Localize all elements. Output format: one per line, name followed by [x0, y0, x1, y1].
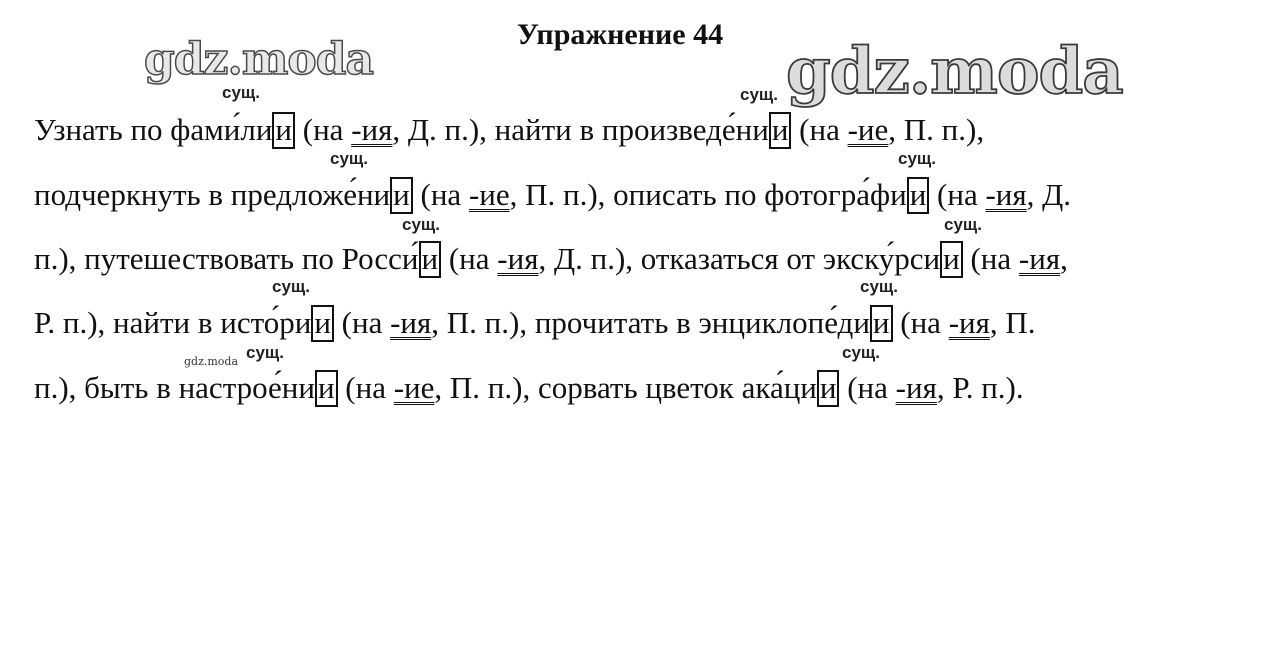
- suffix-underline: -ие: [468, 177, 510, 212]
- text-line-4: [34, 305, 1036, 342]
- text-segment: (на: [892, 305, 949, 340]
- ending-box: и: [311, 305, 334, 342]
- ending-box: и: [817, 370, 840, 407]
- ending-box: и: [315, 370, 338, 407]
- noun-annotation: сущ.: [842, 343, 880, 362]
- text-segment: ,: [1060, 241, 1068, 276]
- ending-box: и: [907, 177, 930, 214]
- suffix-underline: -ия: [895, 370, 937, 405]
- text-segment: (на: [929, 177, 986, 212]
- text-segment: п.), быть в настрое́ни: [34, 370, 315, 405]
- text-segment: (на: [962, 241, 1019, 276]
- ending-box: и: [272, 112, 295, 149]
- watermark-logo-right: gdz.moda: [786, 34, 1123, 109]
- noun-annotation: сущ.: [740, 85, 778, 104]
- text-segment: , П. п.), прочитать в энциклопе́ди: [431, 305, 870, 340]
- noun-annotation: сущ.: [944, 215, 982, 234]
- text-segment: , Д.: [1026, 177, 1072, 212]
- text-segment: (на: [441, 241, 498, 276]
- text-segment: (на: [337, 370, 394, 405]
- watermark-logo-left: gdz.moda: [144, 34, 374, 85]
- noun-annotation: сущ.: [330, 149, 368, 168]
- noun-annotation: сущ.: [898, 149, 936, 168]
- text-line-2: [34, 177, 1071, 214]
- suffix-underline: -ие: [847, 112, 889, 147]
- ending-box: и: [419, 241, 442, 278]
- watermark-small: gdz.moda: [184, 355, 239, 368]
- ending-box: и: [940, 241, 963, 278]
- ending-box: и: [870, 305, 893, 342]
- ending-box: и: [769, 112, 792, 149]
- suffix-underline: -ия: [351, 112, 393, 147]
- exercise-title: Упражнение 44: [516, 18, 724, 51]
- noun-annotation: сущ.: [402, 215, 440, 234]
- text-segment: , Р. п.).: [936, 370, 1024, 405]
- text-segment: , Д. п.), найти в произведе́ни: [392, 112, 769, 147]
- noun-annotation: сущ.: [272, 277, 310, 296]
- text-segment: , Д. п.), отказаться от экску́рси: [538, 241, 941, 276]
- text-segment: подчеркнуть в предложе́ни: [34, 177, 391, 212]
- text-segment: , П. п.), описать по фотогра́фи: [509, 177, 907, 212]
- suffix-underline: -ия: [390, 305, 432, 340]
- text-line-1: [34, 112, 984, 149]
- text-line-5: [34, 370, 1024, 407]
- suffix-underline: -ие: [393, 370, 435, 405]
- suffix-underline: -ия: [497, 241, 539, 276]
- text-segment: п.), путешествовать по Росси́: [34, 241, 419, 276]
- text-segment: , П. п.), сорвать цветок ака́ци: [434, 370, 817, 405]
- noun-annotation: сущ.: [246, 343, 284, 362]
- text-segment: (на: [791, 112, 848, 147]
- suffix-underline: -ия: [1018, 241, 1061, 276]
- noun-annotation: сущ.: [222, 83, 260, 102]
- ending-box: и: [390, 177, 413, 214]
- text-segment: Р. п.), найти в исто́ри: [34, 305, 312, 340]
- text-segment: (на: [295, 112, 352, 147]
- text-segment: Узнать по фами́ли: [34, 112, 273, 147]
- text-segment: , П. п.),: [888, 112, 985, 147]
- text-segment: , П.: [989, 305, 1036, 340]
- text-segment: (на: [333, 305, 391, 340]
- text-segment: (на: [412, 177, 469, 212]
- noun-annotation: сущ.: [860, 277, 898, 296]
- text-line-3: [34, 241, 1068, 278]
- text-segment: (на: [839, 370, 896, 405]
- suffix-underline: -ия: [985, 177, 1027, 212]
- suffix-underline: -ия: [948, 305, 990, 340]
